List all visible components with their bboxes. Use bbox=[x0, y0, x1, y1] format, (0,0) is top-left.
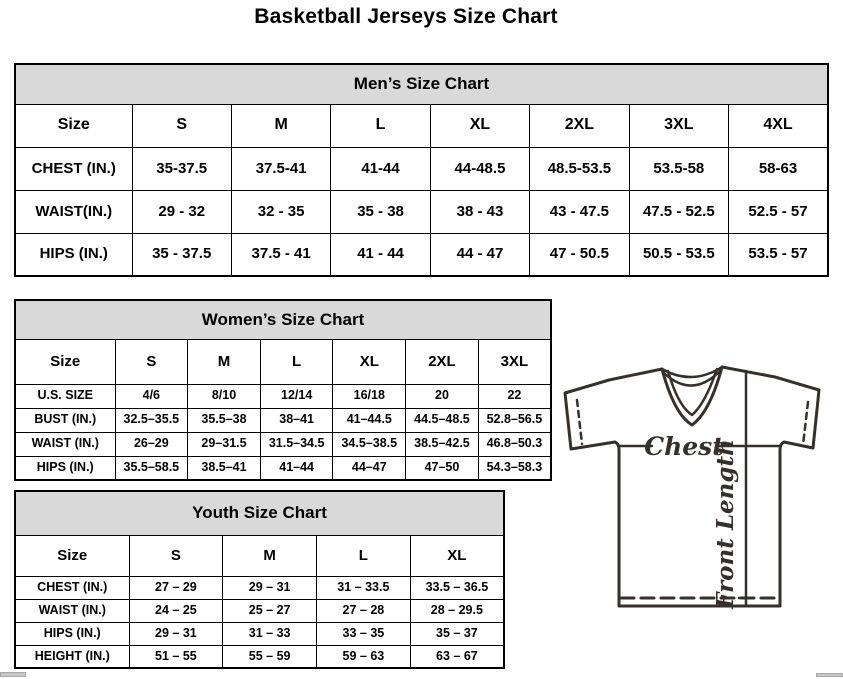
womens-col-header-2xl: 2XL bbox=[406, 339, 479, 384]
womens-value-cell: 38.5–42.5 bbox=[406, 432, 479, 456]
youth-value-cell: 55 – 59 bbox=[223, 645, 317, 668]
youth-col-header-s: S bbox=[129, 535, 223, 576]
womens-col-header-m: M bbox=[188, 339, 261, 384]
youth-value-cell: 24 – 25 bbox=[129, 599, 223, 622]
youth-value-cell: 28 – 29.5 bbox=[410, 599, 504, 622]
mens-value-cell: 52.5 - 57 bbox=[729, 190, 828, 233]
womens-table-row bbox=[15, 432, 551, 456]
womens-value-cell: 31.5–34.5 bbox=[260, 432, 333, 456]
mens-value-cell: 29 - 32 bbox=[132, 190, 231, 233]
womens-value-cell: 35.5–38 bbox=[188, 408, 261, 432]
womens-row-label: HIPS (IN.) bbox=[15, 456, 115, 480]
womens-value-cell: 34.5–38.5 bbox=[333, 432, 406, 456]
mens-value-cell: 41-44 bbox=[331, 147, 430, 190]
page-title: Basketball Jerseys Size Chart bbox=[254, 5, 558, 28]
mens-row-label: WAIST(IN.) bbox=[15, 190, 132, 233]
womens-size-header: Size bbox=[15, 339, 115, 384]
youth-row-label: CHEST (IN.) bbox=[15, 576, 129, 599]
chest-label: Chest bbox=[644, 432, 724, 461]
mens-value-cell: 58-63 bbox=[729, 147, 828, 190]
mens-value-cell: 43 - 47.5 bbox=[530, 190, 629, 233]
womens-size-table bbox=[14, 299, 552, 481]
mens-value-cell: 53.5-58 bbox=[629, 147, 728, 190]
womens-value-cell: 38–41 bbox=[260, 408, 333, 432]
mens-size-table bbox=[14, 63, 829, 277]
mens-value-cell: 37.5 - 41 bbox=[231, 233, 330, 276]
youth-table-row bbox=[15, 599, 504, 622]
mens-col-header-xl: XL bbox=[430, 104, 529, 147]
mens-value-cell: 44 - 47 bbox=[430, 233, 529, 276]
mens-col-header-l: L bbox=[331, 104, 430, 147]
womens-value-cell: 22 bbox=[478, 384, 551, 408]
womens-value-cell: 16/18 bbox=[333, 384, 406, 408]
front-length-label: Front Length bbox=[712, 439, 739, 609]
youth-value-cell: 31 – 33.5 bbox=[317, 576, 411, 599]
womens-value-cell: 46.8–50.3 bbox=[478, 432, 551, 456]
womens-value-cell: 41–44 bbox=[260, 456, 333, 480]
womens-value-cell: 54.3–58.3 bbox=[478, 456, 551, 480]
womens-value-cell: 52.8–56.5 bbox=[478, 408, 551, 432]
youth-value-cell: 35 – 37 bbox=[410, 622, 504, 645]
womens-value-cell: 44–47 bbox=[333, 456, 406, 480]
mens-value-cell: 35-37.5 bbox=[132, 147, 231, 190]
mens-table-row bbox=[15, 190, 828, 233]
youth-value-cell: 29 – 31 bbox=[129, 622, 223, 645]
youth-row-label: HEIGHT (IN.) bbox=[15, 645, 129, 668]
mens-col-header-2xl: 2XL bbox=[530, 104, 629, 147]
mens-col-header-s: S bbox=[132, 104, 231, 147]
womens-value-cell: 26–29 bbox=[115, 432, 188, 456]
womens-col-header-s: S bbox=[115, 339, 188, 384]
mens-value-cell: 41 - 44 bbox=[331, 233, 430, 276]
womens-value-cell: 12/14 bbox=[260, 384, 333, 408]
womens-table-row bbox=[15, 408, 551, 432]
mens-table-row bbox=[15, 233, 828, 276]
mens-col-header-4xl: 4XL bbox=[729, 104, 828, 147]
mens-col-header-m: M bbox=[231, 104, 330, 147]
womens-value-cell: 35.5–58.5 bbox=[115, 456, 188, 480]
youth-col-header-l: L bbox=[317, 535, 411, 576]
youth-table-title: Youth Size Chart bbox=[15, 491, 504, 535]
youth-value-cell: 59 – 63 bbox=[317, 645, 411, 668]
youth-table-row bbox=[15, 622, 504, 645]
womens-value-cell: 20 bbox=[406, 384, 479, 408]
youth-row-label: HIPS (IN.) bbox=[15, 622, 129, 645]
mens-value-cell: 50.5 - 53.5 bbox=[629, 233, 728, 276]
womens-value-cell: 8/10 bbox=[188, 384, 261, 408]
mens-value-cell: 47.5 - 52.5 bbox=[629, 190, 728, 233]
youth-value-cell: 51 – 55 bbox=[129, 645, 223, 668]
youth-table-row bbox=[15, 576, 504, 599]
womens-col-header-l: L bbox=[260, 339, 333, 384]
mens-table-row bbox=[15, 147, 828, 190]
womens-value-cell: 32.5–35.5 bbox=[115, 408, 188, 432]
mens-value-cell: 35 - 38 bbox=[331, 190, 430, 233]
youth-value-cell: 27 – 29 bbox=[129, 576, 223, 599]
youth-col-header-xl: XL bbox=[410, 535, 504, 576]
womens-value-cell: 38.5–41 bbox=[188, 456, 261, 480]
youth-value-cell: 33.5 – 36.5 bbox=[410, 576, 504, 599]
womens-value-cell: 47–50 bbox=[406, 456, 479, 480]
youth-value-cell: 27 – 28 bbox=[317, 599, 411, 622]
mens-table-title: Men’s Size Chart bbox=[15, 64, 828, 104]
youth-size-header: Size bbox=[15, 535, 129, 576]
horizontal-scrollbar-fragment-left[interactable] bbox=[0, 672, 26, 677]
womens-value-cell: 41–44.5 bbox=[333, 408, 406, 432]
youth-value-cell: 29 – 31 bbox=[223, 576, 317, 599]
mens-value-cell: 53.5 - 57 bbox=[729, 233, 828, 276]
youth-row-label: WAIST (IN.) bbox=[15, 599, 129, 622]
womens-value-cell: 4/6 bbox=[115, 384, 188, 408]
mens-row-label: CHEST (IN.) bbox=[15, 147, 132, 190]
mens-value-cell: 47 - 50.5 bbox=[530, 233, 629, 276]
womens-row-label: U.S. SIZE bbox=[15, 384, 115, 408]
youth-value-cell: 31 – 33 bbox=[223, 622, 317, 645]
mens-value-cell: 44-48.5 bbox=[430, 147, 529, 190]
womens-row-label: BUST (IN.) bbox=[15, 408, 115, 432]
womens-row-label: WAIST (IN.) bbox=[15, 432, 115, 456]
womens-table-title: Women’s Size Chart bbox=[15, 300, 551, 339]
womens-value-cell: 29–31.5 bbox=[188, 432, 261, 456]
womens-table-row bbox=[15, 456, 551, 480]
mens-value-cell: 37.5-41 bbox=[231, 147, 330, 190]
mens-col-header-3xl: 3XL bbox=[629, 104, 728, 147]
mens-value-cell: 35 - 37.5 bbox=[132, 233, 231, 276]
youth-table-row bbox=[15, 645, 504, 668]
jersey-outline-icon bbox=[556, 356, 838, 632]
womens-col-header-xl: XL bbox=[333, 339, 406, 384]
mens-value-cell: 38 - 43 bbox=[430, 190, 529, 233]
youth-value-cell: 25 – 27 bbox=[223, 599, 317, 622]
horizontal-scrollbar-fragment-right[interactable] bbox=[816, 673, 843, 677]
youth-value-cell: 33 – 35 bbox=[317, 622, 411, 645]
youth-col-header-m: M bbox=[223, 535, 317, 576]
jersey-measurement-diagram bbox=[556, 356, 838, 632]
mens-row-label: HIPS (IN.) bbox=[15, 233, 132, 276]
youth-size-table bbox=[14, 490, 505, 669]
youth-value-cell: 63 – 67 bbox=[410, 645, 504, 668]
womens-table-row bbox=[15, 384, 551, 408]
mens-value-cell: 32 - 35 bbox=[231, 190, 330, 233]
mens-value-cell: 48.5-53.5 bbox=[530, 147, 629, 190]
womens-value-cell: 44.5–48.5 bbox=[406, 408, 479, 432]
womens-col-header-3xl: 3XL bbox=[478, 339, 551, 384]
mens-size-header: Size bbox=[15, 104, 132, 147]
